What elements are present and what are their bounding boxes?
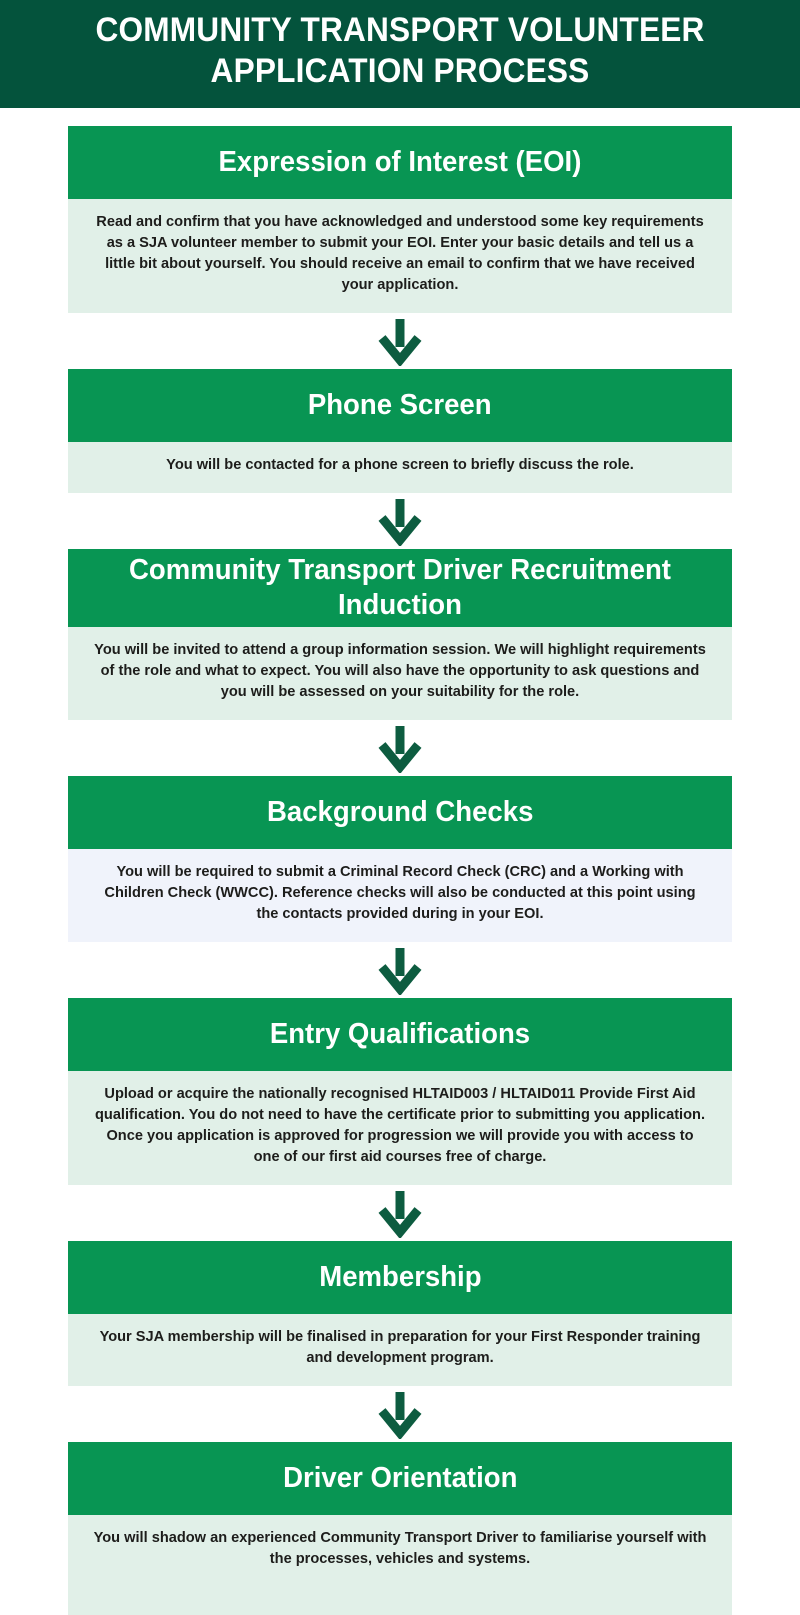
step-title: Driver Orientation [282, 1462, 518, 1494]
step-membership [68, 1241, 732, 1386]
step-description-text: You will be contacted for a phone screen to briefly discuss the role. [166, 457, 634, 473]
step-description-text: You will be required to submit a Criminal Record Check (CRC) and a Working with Children Check (WWCC). Reference checks will also be conducted at this point using the contacts provided during in your EOI. [104, 864, 696, 922]
step-description [68, 1515, 732, 1615]
step-title: Entry Qualifications [269, 1018, 531, 1050]
process-flow [68, 126, 732, 1615]
down-arrow-icon [68, 493, 732, 549]
page-title: COMMUNITY TRANSPORT VOLUNTEER APPLICATION PROCESS [95, 11, 705, 90]
step-driver-orientation [68, 1442, 732, 1615]
step-description-text: Your SJA membership will be finalised in preparation for your First Responder training and development program. [99, 1329, 701, 1366]
step-title: Community Transport Driver Recruitment Induction [129, 554, 671, 621]
step-title: Phone Screen [308, 389, 492, 421]
step-description [68, 1071, 732, 1185]
step-banner [68, 776, 732, 849]
step-banner [68, 369, 732, 442]
step-description [68, 627, 732, 720]
down-arrow-icon [68, 1185, 732, 1241]
step-description-text: Read and confirm that you have acknowledged and understood some key requirements as a SJA volunteer member to submit your EOI. Enter your basic details and tell us a little bit about yourself. You should receive an email to confirm that we have received your application. [96, 214, 704, 293]
step-induction [68, 549, 732, 720]
step-description-text: You will be invited to attend a group information session. We will highlight requirements of the role and what to expect. You will also have the opportunity to ask questions and you will be assessed on your suitability for the role. [94, 642, 706, 700]
step-banner [68, 1241, 732, 1314]
step-description [68, 1314, 732, 1386]
step-title: Expression of Interest (EOI) [218, 146, 582, 178]
down-arrow-icon [68, 942, 732, 998]
down-arrow-icon [68, 1386, 732, 1442]
step-banner [68, 126, 732, 199]
step-description-text: You will shadow an experienced Community Transport Driver to familiarise yourself with the processes, vehicles and systems. [93, 1530, 707, 1567]
step-entry-qualifications [68, 998, 732, 1185]
step-banner [68, 1442, 732, 1515]
step-eoi [68, 126, 732, 313]
step-banner [68, 549, 732, 627]
down-arrow-icon [68, 720, 732, 776]
step-title: Background Checks [266, 796, 534, 828]
step-description-text: Upload or acquire the nationally recognised HLTAID003 / HLTAID011 Provide First Aid qualification. You do not need to have the certificate prior to submitting you application. Once you application is approved for progression we will provide you with access to one of our first aid courses free of charge. [94, 1086, 705, 1165]
down-arrow-icon [68, 313, 732, 369]
step-background-checks [68, 776, 732, 942]
step-description [68, 849, 732, 942]
step-banner [68, 998, 732, 1071]
step-description [68, 199, 732, 313]
step-description [68, 442, 732, 493]
step-phone-screen [68, 369, 732, 493]
page-header [0, 0, 800, 108]
step-title: Membership [318, 1261, 482, 1293]
